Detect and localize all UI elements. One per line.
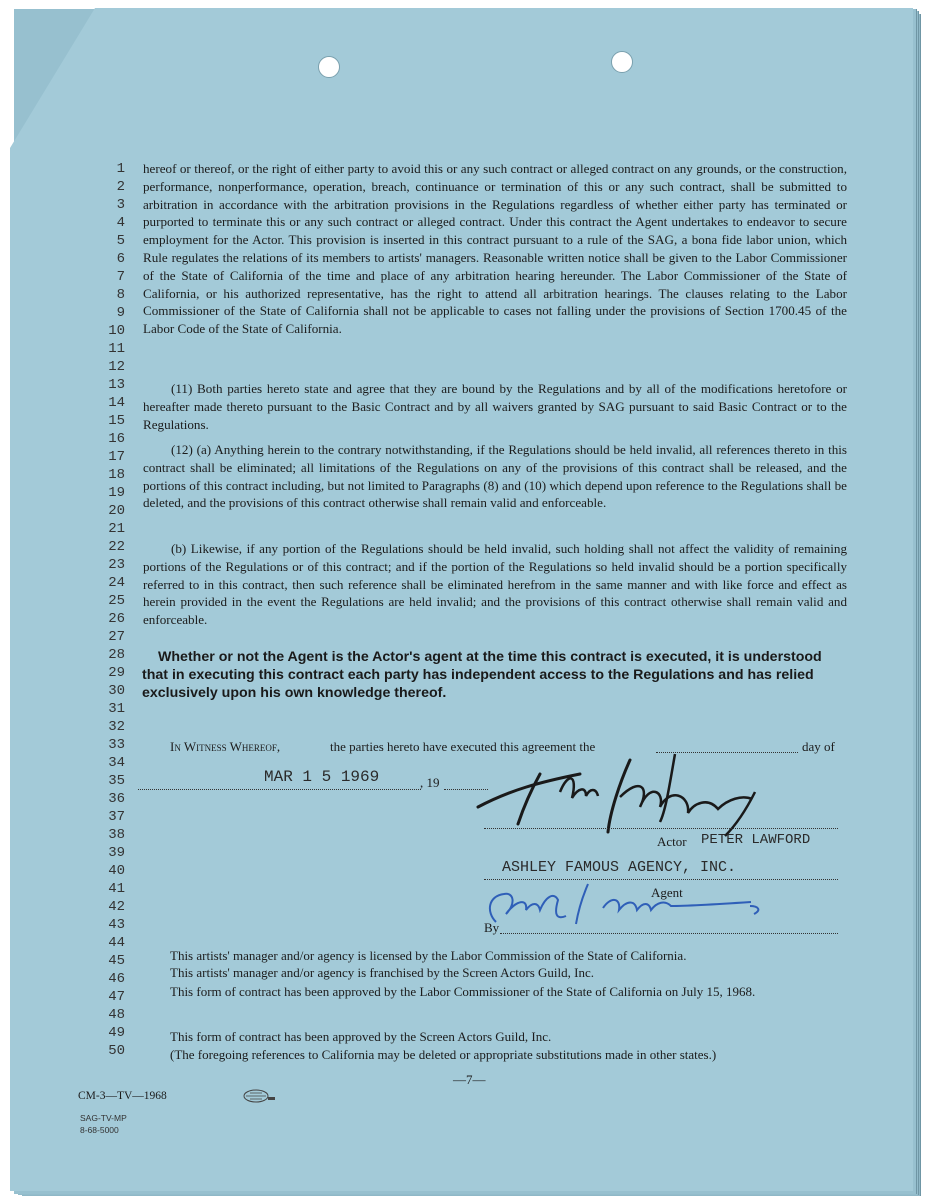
- line-number: 35: [108, 773, 125, 789]
- line-number: 48: [108, 1007, 125, 1023]
- form-code: CM-3—TV—1968: [78, 1090, 167, 1102]
- line-number: 44: [108, 935, 125, 951]
- binder-hole-right: [611, 51, 633, 73]
- by-signature-line: [500, 933, 838, 934]
- paragraph-12a: (12) (a) Anything herein to the contrary notwithstanding, if the Regulations should be held invalid, all references thereto in this contract shall be eliminated; all limitations of the Regulations on any of the provisions of this contract shall be released, and the portions of this contract including, but not limited to Paragraphs (8) and (10) which depend upon reference to the Regulations shall be deleted, and the provisions of this contract otherwise shall remain valid and enforceable.: [143, 442, 847, 511]
- notice-approved-sag: This form of contract has been approved by the Screen Actors Guild, Inc.: [170, 1029, 552, 1044]
- witness-text: the parties hereto have executed this agreement the: [330, 739, 596, 754]
- line-number: 24: [108, 575, 125, 591]
- line-number: 8: [116, 287, 125, 303]
- print-code: 8-68-5000: [80, 1125, 119, 1135]
- line-number: 33: [108, 737, 125, 753]
- paragraph-continuation: hereof or thereof, or the right of either party to avoid this or any such contract or alleged contract on any grounds, or the construction, performance, nonperformance, operation, breach, continuance or termination of this or any such contract, shall be submitted to arbitration in accordance with the arbitration provisions in the Regulations regardless of whether either party has terminated or purported to terminate this or any such contract or alleged contract. Under this contract the Agent undertakes to endeavor to secure employment for the Actor. This provision is inserted in this contract pursuant to a rule of the SAG, a bona fide labor union, which Rule regulates the relations of its members to artists' managers. Reasonable written notice shall be given to the Labor Commissioner of the State of California of the time and place of any arbitration hearing hereunder. The Labor Commissioner of the State of California, or his authorized representative, has the right to attend all arbitration hearings. The clauses relating to the Labor Commissioner of the State of California shall not be applicable to cases not falling under the provisions of Section 1700.45 of the Labor Code of the State of California.: [143, 161, 847, 337]
- page-number: —7—: [453, 1072, 486, 1087]
- binder-hole-left: [318, 56, 340, 78]
- agent-label: Agent: [651, 885, 683, 900]
- paragraph-12b: (b) Likewise, if any portion of the Regulations should be held invalid, such holding shall not affect the validity of remaining portions of the Regulations or of this contract; and if the portion of the Regulations so held invalid should be a portion specifically referred to in this contract, then such reference shall be eliminated herefrom in the same manner and with like force and effect as herein provided in the event the Regulations are held invalid; and the provisions of this contract otherwise shall remain valid and enforceable.: [143, 541, 847, 628]
- line-number: 9: [116, 305, 125, 321]
- line-number: 10: [108, 323, 125, 339]
- line-number: 17: [108, 449, 125, 465]
- agent-signature: [478, 878, 778, 938]
- line-number: 15: [108, 413, 125, 429]
- notice-licensed: This artists' manager and/or agency is licensed by the Labor Commission of the State of California.: [170, 948, 687, 963]
- line-number: 2: [116, 179, 125, 195]
- line-number: 46: [108, 971, 125, 987]
- line-number: 13: [108, 377, 125, 393]
- line-number: 1: [116, 161, 125, 177]
- line-number: 4: [116, 215, 125, 231]
- actor-signature-line: [484, 828, 838, 829]
- line-number: 22: [108, 539, 125, 555]
- line-number: 7: [116, 269, 125, 285]
- line-number: 30: [108, 683, 125, 699]
- line-number: 26: [108, 611, 125, 627]
- line-number: 50: [108, 1043, 125, 1059]
- line-number-column: [103, 160, 125, 1060]
- date-stamp: MAR 1 5 1969: [264, 768, 380, 786]
- line-number: 31: [108, 701, 125, 717]
- line-number: 29: [108, 665, 125, 681]
- paragraph-11: (11) Both parties hereto state and agree that they are bound by the Regulations and by all of the modifications heretofore or hereafter made thereto pursuant to the Basic Contract and by all waivers granted by SAG pursuant to said Basic Contract or to the Regulations.: [143, 381, 847, 432]
- line-number: 20: [108, 503, 125, 519]
- notice-substitutions: (The foregoing references to California may be deleted or appropriate substitutions made in other states.): [170, 1047, 717, 1062]
- line-number: 47: [108, 989, 125, 1005]
- line-number: 38: [108, 827, 125, 843]
- line-number: 3: [116, 197, 125, 213]
- line-number: 5: [116, 233, 125, 249]
- line-number: 25: [108, 593, 125, 609]
- line-number: 34: [108, 755, 125, 771]
- notice-franchised: This artists' manager and/or agency is franchised by the Screen Actors Guild, Inc.: [170, 965, 594, 980]
- line-number: 49: [108, 1025, 125, 1041]
- line-number: 23: [108, 557, 125, 573]
- sag-code: SAG-TV-MP: [80, 1113, 127, 1123]
- date-blank-line: [138, 789, 421, 790]
- line-number: 27: [108, 629, 125, 645]
- actor-name: PETER LAWFORD: [701, 832, 811, 848]
- notice-approved-labor-commissioner: This form of contract has been approved by the Labor Commissioner of the State of California on July 15, 1968.: [170, 984, 756, 999]
- line-number: 12: [108, 359, 125, 375]
- agency-name: ASHLEY FAMOUS AGENCY, INC.: [502, 859, 737, 876]
- line-number: 11: [108, 341, 125, 357]
- year-prefix: , 19: [420, 775, 440, 790]
- line-number: 40: [108, 863, 125, 879]
- witness-prefix: In Witness Whereof,: [170, 739, 281, 754]
- line-number: 16: [108, 431, 125, 447]
- witness-day-of: day of: [802, 739, 835, 754]
- line-number: 6: [116, 251, 125, 267]
- line-number: 36: [108, 791, 125, 807]
- line-number: 28: [108, 647, 125, 663]
- line-number: 43: [108, 917, 125, 933]
- by-label: By: [484, 920, 500, 935]
- line-number: 32: [108, 719, 125, 735]
- line-number: 42: [108, 899, 125, 915]
- line-number: 39: [108, 845, 125, 861]
- line-number: 41: [108, 881, 125, 897]
- actor-label: Actor: [657, 834, 687, 849]
- line-number: 14: [108, 395, 125, 411]
- line-number: 45: [108, 953, 125, 969]
- line-number: 37: [108, 809, 125, 825]
- line-number: 21: [108, 521, 125, 537]
- line-number: 19: [108, 485, 125, 501]
- bold-regulations-notice: Whether or not the Agent is the Actor's agent at the time this contract is executed, it is understood that in executing this contract each party has independent access to the Regulations and has relied exclusively upon his own knowledge thereof.: [142, 649, 822, 701]
- union-bug-emblem: [240, 1087, 276, 1105]
- line-number: 18: [108, 467, 125, 483]
